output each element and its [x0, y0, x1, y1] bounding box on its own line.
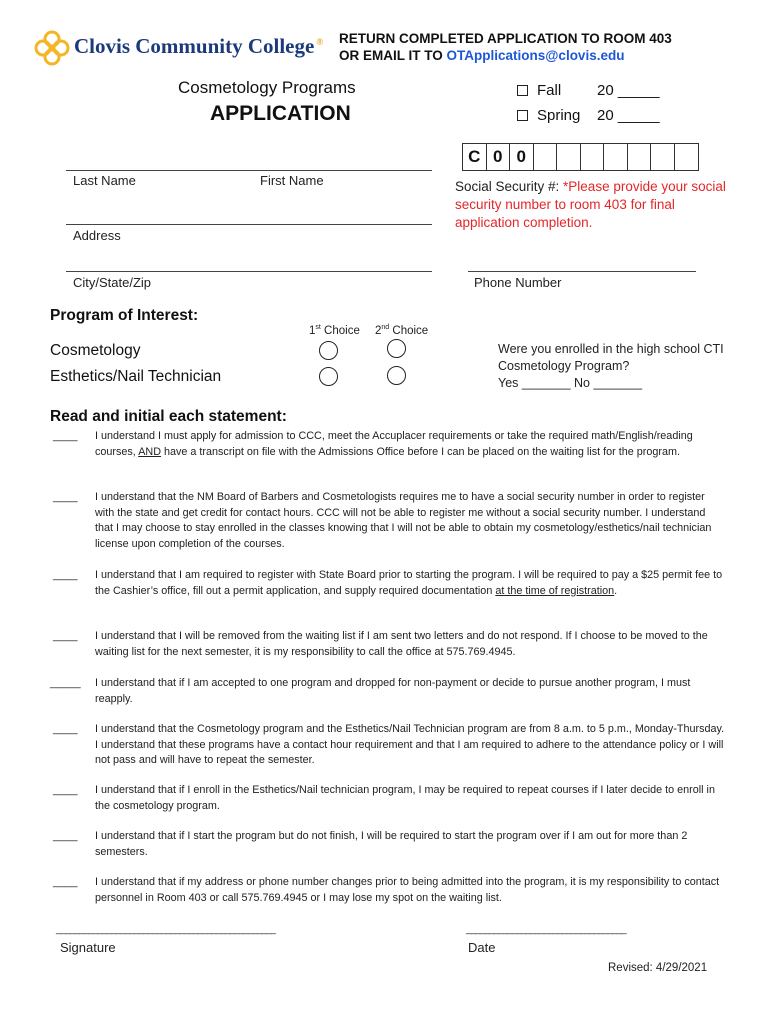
return-line-1: RETURN COMPLETED APPLICATION TO ROOM 403 [339, 31, 672, 46]
statement-5: I understand that if I am accepted to one program and dropped for non-payment or decide to pursue another program, I must reapply. [95, 677, 691, 705]
registered-mark: ® [316, 37, 324, 47]
address-field-line[interactable] [66, 224, 432, 225]
fall-checkbox[interactable] [517, 85, 528, 96]
fall-year-field[interactable]: 20 _____ [597, 82, 660, 99]
initial-blank[interactable]: ____ [53, 569, 78, 581]
initial-blank[interactable]: ____ [53, 830, 78, 842]
first-name-label: First Name [260, 173, 324, 188]
id-cell: C [463, 144, 487, 170]
program-interest-heading: Program of Interest: [50, 307, 199, 324]
cti-answer-fields[interactable]: Yes _______ No _______ [498, 376, 643, 390]
cti-question-text: Were you enrolled in the high school CTI Cosmetology Program? [498, 342, 724, 373]
statement-4: I understand that I will be removed from the waiting list if I am sent two letters and do not respond. If I choose to be moved to the waiting list for the next semester, it is my responsibility to call the office at 575.769.4945. [95, 630, 708, 658]
programs-title: Cosmetology Programs [178, 78, 356, 97]
signature-line[interactable]: ________________________________________________ [56, 924, 275, 935]
spring-checkbox[interactable] [517, 110, 528, 121]
first-choice-header: 1st Choice [309, 324, 360, 337]
id-cell[interactable] [534, 144, 558, 170]
phone-label: Phone Number [474, 275, 562, 290]
city-state-zip-field-line[interactable] [66, 271, 432, 272]
initial-blank[interactable]: ____ [53, 430, 78, 442]
term-fall[interactable]: Fall [517, 82, 561, 99]
id-cell[interactable] [604, 144, 628, 170]
address-label: Address [73, 228, 121, 243]
term-spring[interactable]: Spring [517, 107, 580, 124]
ssn-note [455, 178, 735, 232]
statement-3: I understand that I am required to register with State Board prior to starting the program. I will be required to pay a $25 permit fee to the Cashier’s office, fill out a permit application, and supply required documentation at the time of registration. [95, 569, 723, 597]
cosmetology-second-choice-radio[interactable] [387, 339, 406, 358]
return-line-2: OR EMAIL IT TO OTApplications@clovis.edu [339, 48, 625, 63]
last-name-label: Last Name [73, 173, 136, 188]
initial-blank[interactable]: ____ [53, 784, 78, 796]
id-cell[interactable] [581, 144, 605, 170]
ssn-instructions: *Please provide your social security number to room 403 for final application completion. [455, 179, 726, 230]
signature-label: Signature [60, 940, 116, 955]
initial-blank[interactable]: ____ [53, 630, 78, 642]
esthetics-second-choice-radio[interactable] [387, 366, 406, 385]
esthetics-first-choice-radio[interactable] [319, 367, 338, 386]
program-esthetics-nail: Esthetics/Nail Technician [50, 368, 222, 385]
initial-blank[interactable]: ____ [53, 491, 78, 503]
cti-question [498, 341, 738, 392]
return-instructions [339, 30, 672, 64]
statement-9: I understand that if my address or phone number changes prior to being admitted into the program, it is my responsibility to contact personnel in Room 403 or call 575.769.4945 or I may lose my spot on the waiting list. [95, 876, 720, 904]
name-field-line[interactable] [66, 170, 432, 171]
date-line[interactable]: ___________________________________ [466, 924, 626, 935]
statement-6: I understand that the Cosmetology program and the Esthetics/Nail Technician program are from 8 a.m. to 5 p.m., Monday-Thursday. I understand that these programs have a contact hour requirement and that I am required to adhere to the attendance policy or I will not pass and will have to repeat the semester. [95, 723, 725, 766]
college-name: Clovis Community College ® [74, 34, 324, 58]
id-cell: 0 [487, 144, 511, 170]
id-cell: 0 [510, 144, 534, 170]
date-label: Date [468, 940, 496, 955]
initial-blank[interactable]: ____ [53, 723, 78, 735]
ssn-label: Social Security #: [455, 179, 564, 194]
cosmetology-first-choice-radio[interactable] [319, 341, 338, 360]
spring-year-field[interactable]: 20 _____ [597, 107, 660, 124]
second-choice-header: 2nd Choice [375, 324, 429, 337]
revised-date: Revised: 4/29/2021 [608, 962, 708, 974]
statements-heading: Read and initial each statement: [50, 408, 287, 425]
statement-1: I understand I must apply for admission to CCC, meet the Accuplacer requirements or take the required math/English/reading courses, AND have a transcript on file with the Admissions Office before I can be placed on the waiting list for the program. [95, 430, 693, 458]
student-id-boxes[interactable] [462, 143, 699, 171]
statement-2: I understand that the NM Board of Barbers and Cosmetologists requires me to have a social security number in order to register with the state and get credit for contact hours. CCC will not be able to register me without a social security number. I understand that I may choose to stay enrolled in the classes knowing that I will not be able to obtain my cosmetology/esthetics/nail technician license upon completion of the courses. [95, 491, 712, 550]
id-cell[interactable] [628, 144, 652, 170]
college-logo-icon [34, 30, 70, 66]
city-state-zip-label: City/State/Zip [73, 275, 152, 290]
phone-field-line[interactable] [468, 271, 696, 272]
id-cell[interactable] [675, 144, 699, 170]
id-cell[interactable] [651, 144, 675, 170]
application-title: APPLICATION [210, 102, 351, 125]
email-link[interactable]: OTApplications@clovis.edu [446, 48, 625, 63]
id-cell[interactable] [557, 144, 581, 170]
program-cosmetology: Cosmetology [50, 342, 141, 359]
initial-blank[interactable]: ____ [53, 876, 78, 888]
initial-blank[interactable]: _____ [50, 677, 81, 689]
statement-8: I understand that if I start the program but do not finish, I will be required to start the program over if I am out for more than 2 semesters. [95, 830, 688, 858]
statement-7: I understand that if I enroll in the Esthetics/Nail technician program, I may be required to repeat courses if I later decide to enroll in the cosmetology program. [95, 784, 715, 812]
